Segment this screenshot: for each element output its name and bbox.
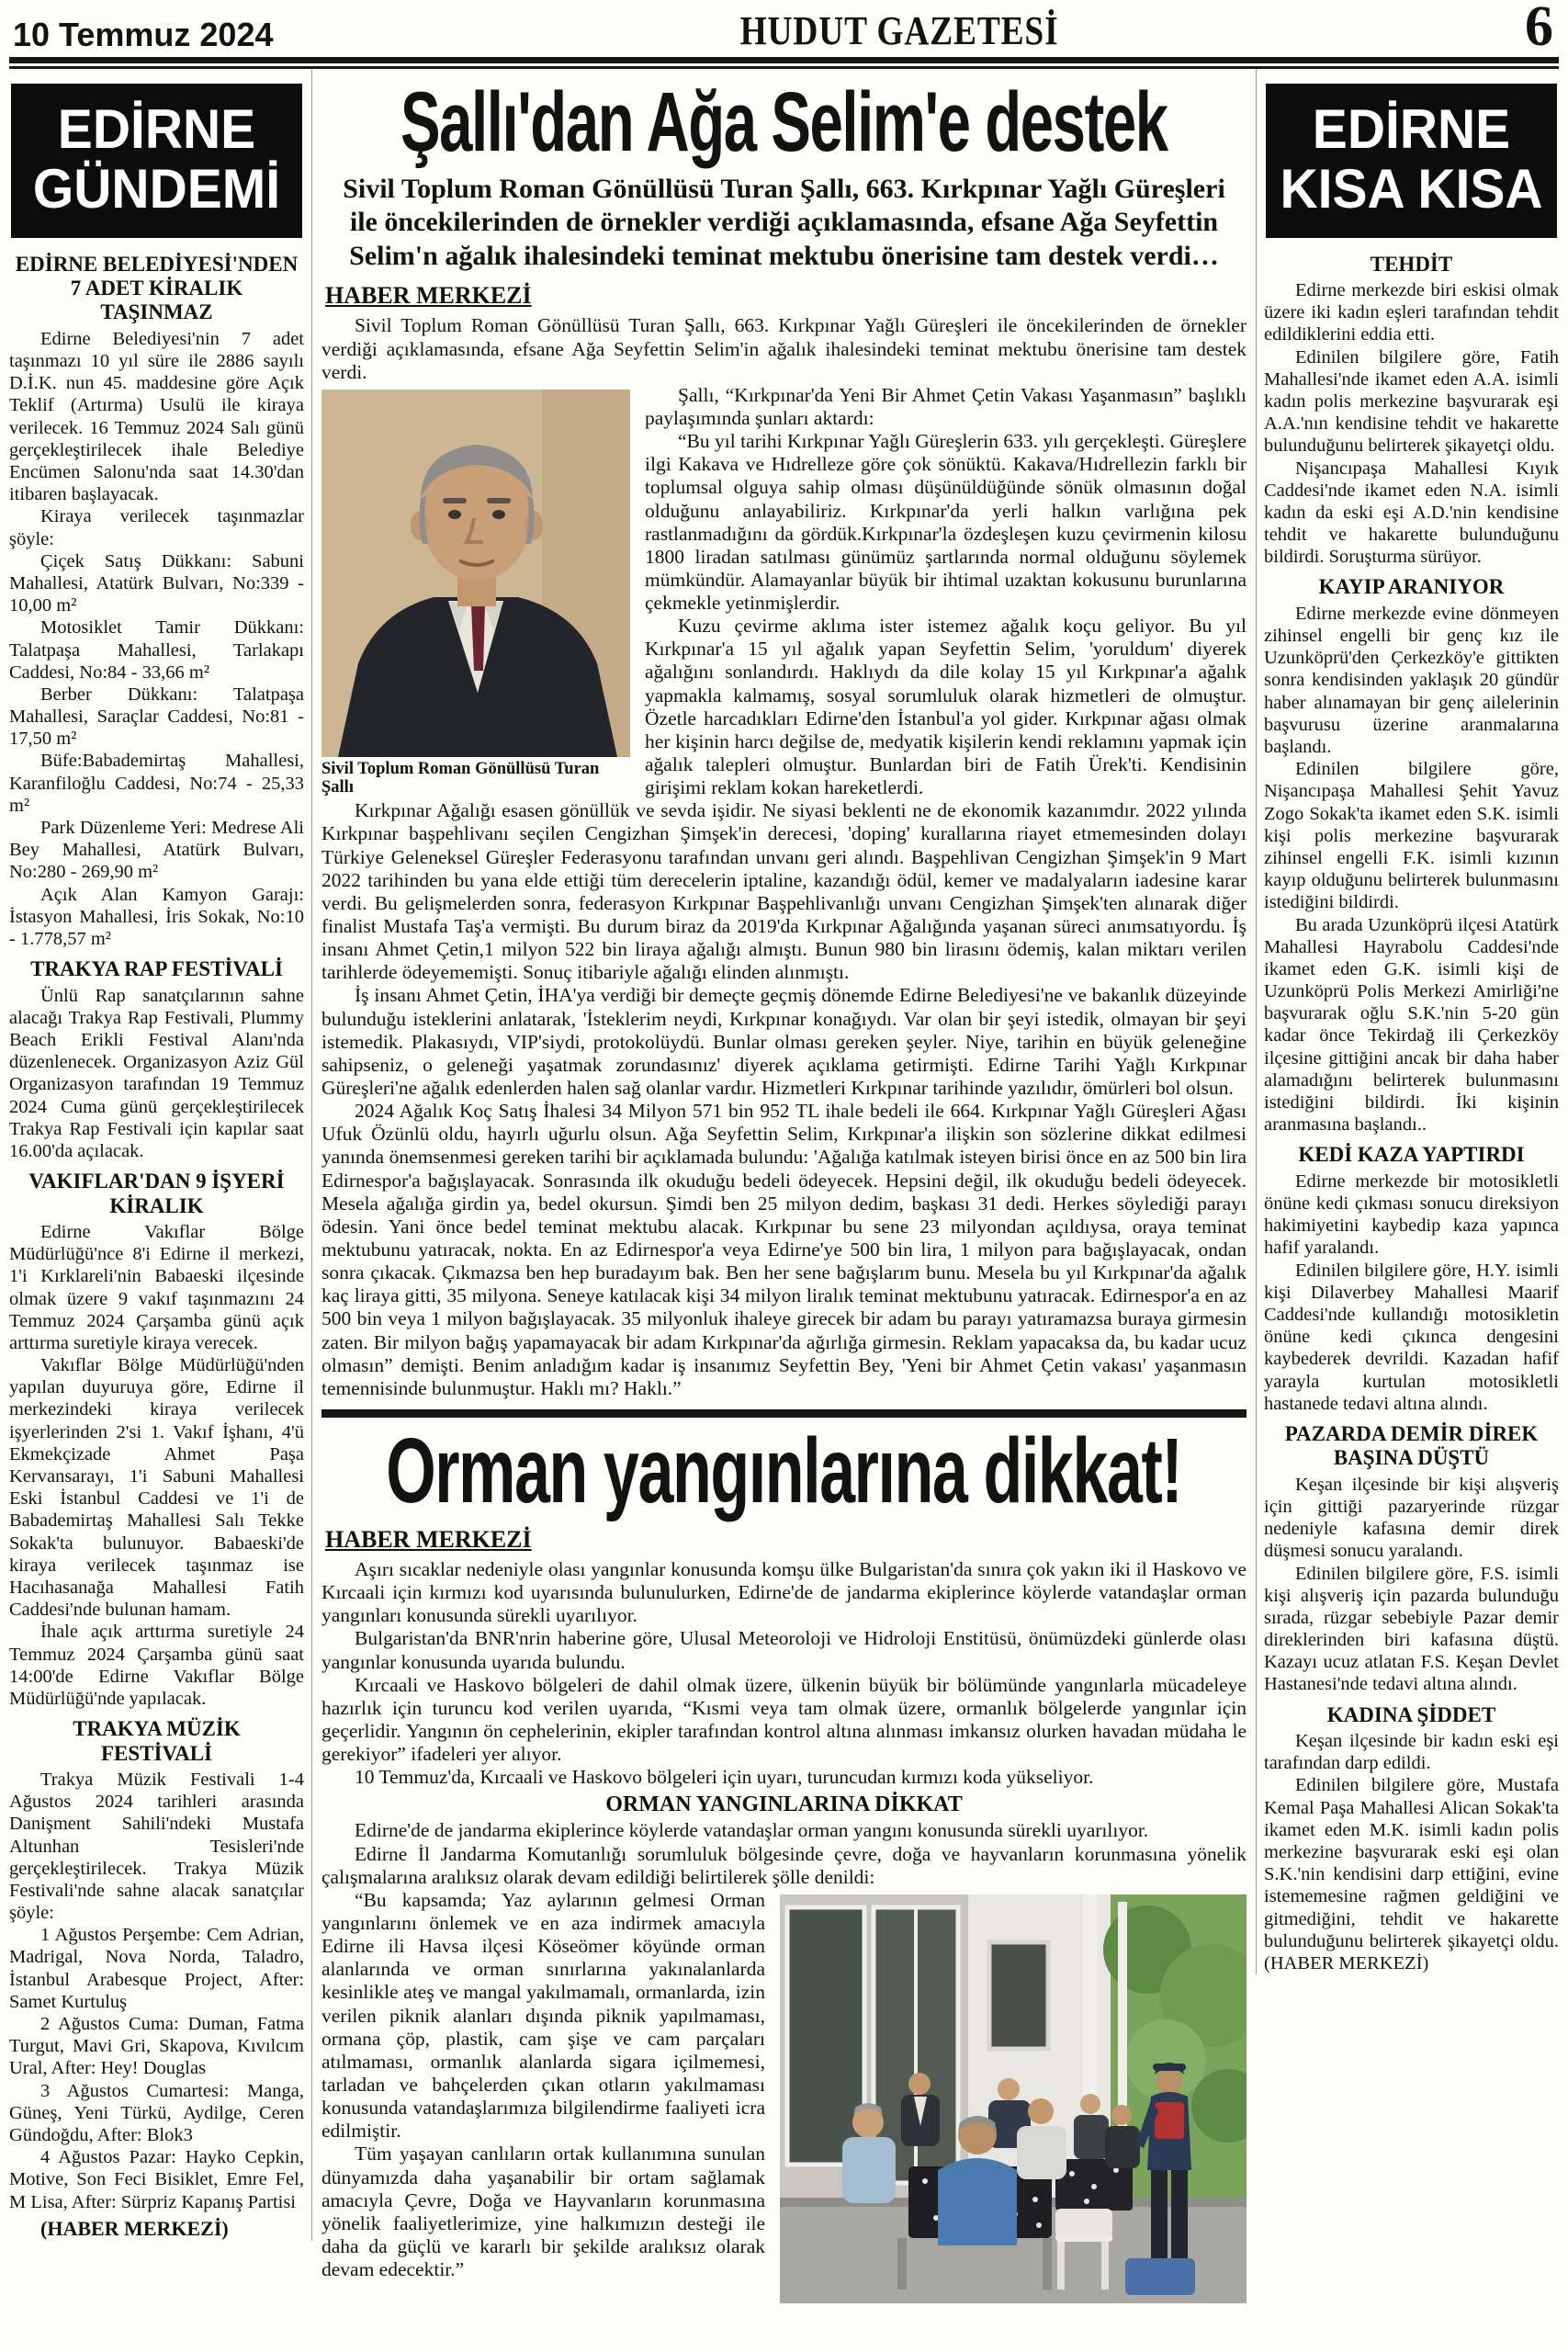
article-paragraph: İş insanı Ahmet Çetin, İHA'ya verdiği bir demeçte geçmiş dönemde Edirne Belediyesi'ne ve bakanlık düzeyinde bulunduğu isteklerini anlatarak, 'İsteklerim neydi, Kırkpınar konağıydı. Var olan bir şeyi istedik, olmayan bir şeyi istemedik. Plakasıydı, VIP'siydi, protokolüydü. Bunlar olması gereken şeyler. Niye, tarihin en büyük geleneğine sahipseniz, o geleneği yaşatmak zorundasınız' diyerek açıklama getirmişti. Edirne Tarihi Yağlı Kırkpınar Güreşleri'ne ağalık edenlerden halen sağ olanlar vardır. Hizmetleri Kırkpınar tarihinde yazılıdır, ömürleri bol olsun.	[321, 984, 1247, 1100]
left-column-block: VAKIFLAR'DAN 9 İŞYERİ KİRALIK	[28, 1170, 285, 1217]
left-column-block: Edirne Belediyesi'nin 7 adet taşınmazı 10 yıl süre ile 2886 sayılı D.İ.K. nun 45. maddesine göre Açık Teklif (Artırma) Usulü ile kiraya verilecek. 16 Temmuz 2024 Salı günü gerçekleştirilecek ihale Belediye Encümen Salonu'nda saat 14.30'dan itibaren başlayacak.	[9, 328, 304, 505]
portrait-caption: Sivil Toplum Roman Gönüllüsü Turan Şallı	[321, 759, 600, 797]
right-column-block: KEDİ KAZA YAPTIRDI	[1298, 1143, 1525, 1167]
article-paragraph: “Bu yıl tarihi Kırkpınar Yağlı Güreşlerin 633. yılı gerçekleşti. Güreşlere ilgi Kakava ve Hıdrelleze göre çok sönüktü. Kakava/Hıdrellezin farklı bir toplumsal olguya sahip olması düşünüldüğünde sönük olmasının doğal olduğunu anlayabiliriz. Kırkpınar'da yerli halkın varlığına pek rastlanmadığını da gördük.Kırkpınar'la özdeşleşen kuzu çevirmenin kilosu 1800 liradan satılması günümüz şartlarında normal olduğunu söylemek mümkündür. Alamayanlar büyük bir ihtimal uzaktan kokusunu burunlarına çekmekle yetinmişlerdir.	[645, 430, 1247, 615]
right-column-block: Nişancıpaşa Mahallesi Kıyık Caddesi'nde ikamet eden N.A. isimli kadın da eski eşi A.D.'nin kendisine tehdit ve hakarette bulunduğunu bildirdi. Soruşturma sürüyor.	[1264, 458, 1559, 568]
left-column-articles	[9, 253, 304, 2241]
left-column-block: Çiçek Satış Dükkanı: Sabuni Mahallesi, Atatürk Bulvarı, No:339 - 10,00 m²	[9, 550, 304, 616]
right-box-line2: KISA KISA	[1280, 157, 1543, 220]
right-column-block: Keşan ilçesinde bir kadın eski eşi tarafından darp edildi.	[1264, 1731, 1559, 1774]
right-box-line1: EDİRNE	[1312, 98, 1511, 160]
fire-headline: Orman yangınlarına dikkat!	[386, 1419, 1182, 1522]
right-column-block: Bu arada Uzunköprü ilçesi Atatürk Mahallesi Hayrabolu Caddesi'nde ikamet eden G.K. isimli kişi de Uzunköprü Polis Merkezi Amirliği'ne başvurarak oğlu S.K.'nin 5-20 gün kadar önce Tekirdağ ili Çerkezköy ilçesine gittiğini ancak bir daha haber alamadığını belirterek bulunmasını istediğini bildirdi. İki kişinin aranmasına başlandı..	[1264, 914, 1559, 1136]
article-paragraph: “Bu kapsamda; Yaz aylarının gelmesi Orman yangınlarını önlemek ve en aza indirmek amacıyla Edirne ili Havsa ilçesi Köseömer köyünde orman alanlarında ve orman sınırlarına yakınalanlarda kesinlikle ateş ve mangal yakılmamalı, ormanlarda, izin verilen piknik alanları dışında piknik yapılmaması, ormana çöp, plastik, cam şişe ve cam parçaları atılmaması, ormanlık alanlarda sigara içilmemesi, tarladan ve bahçelerden çıkan otların yakılmaması konusunda vatandaşlarımıza bilgilendirme faaliyeti icra edilmiştir.	[321, 1888, 765, 2143]
article-paragraph: Bulgaristan'da BNR'nrin haberine göre, Ulusal Meteoroloji ve Hidroloji Enstitüsü, önümüzdeki günlerde olası yangınlar konusunda uyarıda bulundu.	[321, 1627, 1247, 1673]
scene-photo	[780, 1894, 1247, 2303]
right-column-articles	[1264, 253, 1559, 1975]
article-paragraph: Edirne'de de jandarma ekiplerince köylerde vatandaşlar orman yangını konusunda sürekli uyarılıyor.	[355, 1819, 1149, 1842]
left-column-block: Trakya Müzik Festivali 1-4 Ağustos 2024 tarihleri arasında Danişment Sahili'ndeki Mustafa Altunhan Tesisleri'nde gerçekleştirilecek. Trakya Müzik Festivali'nde sahne alacak sanatçılar şöyle:	[9, 1769, 304, 1924]
main-lead: Sivil Toplum Roman Gönüllüsü Turan Şallı, 663. Kırkpınar Yağlı Güreşleri ile öncekilerinden de örnekler verdiği açıklamasında, efsane Ağa Seyfettin Selim'in ağalık ihalesindeki teminat mektubu önerisine tam destek verdi.	[321, 314, 1247, 383]
left-column-block: TRAKYA MÜZİK FESTİVALİ	[73, 1717, 241, 1765]
left-column-block: Motosiklet Tamir Dükkanı: Talatpaşa Mahallesi, Tarlakapı Caddesi, No:84 - 33,66 m²	[9, 617, 304, 683]
article-paragraph: Şallı, “Kırkpınar'da Yeni Bir Ahmet Çetin Vakası Yaşanmasın” başlıklı paylaşımında şunları aktardı:	[645, 383, 1247, 429]
portrait-photo-image	[321, 390, 630, 757]
article-paragraph: Kırkpınar Ağalığı esasen gönüllük ve sevda işidir. Ne siyasi beklenti ne de ekonomik kazanımdır. 2022 yılında Kırkpınar başpehlivanı seçilen Cengizhan Şimşek'in derecesi, 'doping' kurallarına riayet etmemesinden dolayı Türkiye Geleneksel Güreşler Federasyonu tarafından unvanı geri alındı. Başpehlivan Cengizhan Şimşek'in 9 Mart 2022 tarihinden bu yana elde ettiği tüm derecelerin iptaline, kazandığı ödül, kemer ve madalyaların iadesine karar verdi. Bu gelişmelerden sonra, federasyon Kırkpınar Başpehlivanlığı unvanı Cengizhan Şimşek'ten alınarak diğer finalist Mustafa Taş'a vermişti. Bu durum biraz da 2019'da Kırkpınar Ağalığında yaşanan süreci anımsatıyordu. İş insanı Ahmet Çetin,1 milyon 522 bin liraya ağalığı almıştı. Bunun 980 bin lirasını ödemiş, kalan miktarı verilen tarihlerde ödeyememişti. Sonuç itibariyle ağalığı elinden alınmıştı.	[321, 799, 1247, 984]
right-column-block: Edinilen bilgilere göre, H.Y. isimli kişi Dilaverbey Mahallesi Maarif Caddesi'nde kullandığı motosikletin önüne kedi çıkınca dengesini kaybederek devrildi. Kazadan hafif yarayla kurtulan motosikletli hastanede tedavi altına alındı.	[1264, 1260, 1559, 1414]
left-column-block: 1 Ağustos Perşembe: Cem Adrian, Madrigal, Nova Norda, Taladro, İstanbul Arabesque Project, After: Samet Kurtuluş	[9, 1925, 304, 2012]
left-column-block: EDİRNE BELEDİYESİ'NDEN 7 ADET KİRALIK TAŞINMAZ	[15, 252, 299, 324]
left-column-block: 4 Ağustos Pazar: Hayko Cepkin, Motive, Son Feci Bisiklet, Emre Fel, M Lisa, After: Sürpriz Kapanış Partisi	[9, 2147, 304, 2212]
left-column-box	[11, 84, 302, 238]
right-column-block: Edinilen bilgilere göre, F.S. isimli kişi alışveriş için pazarda bulunduğu sırada, rüzgar sebebiyle Pazar demir direklerinden biri kafasına düştü. Kazayı ucuz atlatan F.S. Keşan Devlet Hastanesi'nde tedavi altına alındı.	[1264, 1563, 1559, 1695]
right-column	[1256, 69, 1568, 1974]
portrait-photo	[321, 390, 630, 797]
fire-photo-wrap	[321, 1889, 1247, 2303]
right-column-block: PAZARDA DEMİR DİREK BAŞINA DÜŞTÜ	[1284, 1421, 1539, 1470]
left-column-block: 2 Ağustos Cuma: Duman, Fatma Turgut, Mavi Gri, Skapova, Kıvılcım Ural, After: Hey! Douglas	[9, 2014, 304, 2079]
left-column-block: İhale açık arttırma suretiyle 24 Temmuz 2024 Çarşamba günü saat 14:00'de Edirne Vakıflar Bölge Müdürlüğü'nde yapılacak.	[9, 1622, 304, 1709]
left-column	[0, 69, 312, 2241]
right-column-block: Keşan ilçesinde bir kişi alışveriş için gittiği pazaryerinde rüzgar nedeniyle kafasına demir direk düşmesi sonucu yaralandı.	[1264, 1474, 1559, 1562]
left-column-block: Ünlü Rap sanatçılarının sahne alacağı Trakya Rap Festivali, Plummy Beach Erikli Festival Alanı'nda düzenlenecek. Organizasyon Aziz Gül Organizasyon tarafından 19 Temmuz 2024 Cuma günü gerçekleştirilecek Trakya Rap Festivali için kapılar saat 16.00'da açılacak.	[9, 985, 304, 1161]
fire-byline: HABER MERKEZİ	[325, 1525, 532, 1553]
left-column-block: (HABER MERKEZİ)	[40, 2216, 229, 2240]
fire-paragraphs	[321, 1558, 1247, 1789]
page-number: 6	[1524, 0, 1553, 59]
right-column-block: KADINA ŞİDDET	[1326, 1702, 1496, 1726]
article-paragraph: Edirne İl Jandarma Komutanlığı sorumluluk bölgesinde çevre, doğa ve hayvanların korunmasına yönelik çalışmalarına aralıksız olarak devam edildiği belirtilerek şölle denildi:	[321, 1842, 1247, 1888]
left-column-block: Büfe:Babademirtaş Mahallesi, Karanfiloğlu Caddesi, No:74 - 25,33 m²	[9, 751, 304, 816]
article-paragraph: 2024 Ağalık Koç Satış İhalesi 34 Milyon 571 bin 952 TL ihale bedeli ile 664. Kırkpınar Yağlı Güreşleri Ağası Ufuk Özünlü oldu, hayırlı uğurlu olsun. Ağa Seyfettin Selim, Kırkpınar'a ilişkin son sözlerine dikkat edilmesi yanında önemsenmesi gereken tarihi bir açıklamada bulundu: 'Ağalığa katılmak isteyen birisi önce en az 500 bin lira Edirnespor'a bağışlayacak. Sonrasında ilk okuduğu bedeli ödeyecek. Hepsini değil, ilk okuduğu bedeli ödeyecek. Mesela ağalığa girdin ya, bedel okursun. Şimdi ben 25 milyon dedim, başkası 31 dedi. Herkes söylediği parayı ödesin. Yani önce bedel teminat mektubu alacak. Kırkpınar bu sene 23 milyondan açıldıysa, oraya teminat mektubunu yatıracak, nokta. En az Edirnespor'a veya Edirne'ye 500 bin lira, 1 milyon para bağışlayacak, ondan sonra çıkacak. Çıkmazsa ben hep buradayım bak. Ben her sene bağışlarım bunu. Mesela bu yıl Kırkpınar'da ağalık kaç liraya gitti, 35 milyona. Seneye katılacak kişi 34 milyon liralık teminat mektubunu yatıracak. Edirnespor'a en az 500 bin veya 1 milyon bağışlayacak. 35 milyonluk ihaleye girecek bir adam bu parayı yatıramazsa buraya girmesin zaten. Bir milyon bağış yapamayacak bir adam Kırkpınar'da ağırlığa girmesin. Reklam yapacaksa da, bu kadar ucuz olmasın” demişti. Benim anladığım kadar iş insanımız Seyfettin Bey, 'Yeni bir Ahmet Çetin vakası' yaşanmasın temennisinde bulunmuştur. Haklı mı? Haklı.”	[321, 1100, 1247, 1399]
right-column-block: Edirne merkezde evine dönmeyen zihinsel engelli bir genç kız ile Uzunköprü'den Çerkezköy'e gittikten sonra kendisinden yaklaşık 20 gündür haber alınamayan bir genç ailelerinin başvurusu üzerine aranmalarına başlandı.	[1264, 603, 1559, 758]
main-article-body	[321, 384, 1247, 1400]
left-column-block: Açık Alan Kamyon Garajı: İstasyon Mahallesi, İris Sokak, No:10 - 1.778,57 m²	[9, 884, 304, 949]
right-column-block: Edirne merkezde bir motosikletli önüne kedi çıkması sonucu direksiyon hakimiyetini kaybedip kaza yapınca hafif yaralandı.	[1264, 1170, 1559, 1259]
masthead: HUDUT GAZETESİ	[739, 8, 1059, 53]
right-column-block: Edinilen bilgilere göre, Mustafa Kemal Paşa Mahallesi Alican Sokak'ta ikamet eden M.K. isimli kadın polis merkezine başvurarak eski eşi olan S.K.'nin kendisini darp ettiğini, evine istememesine rağmen geldiğini ve gitmediğini, tehdit ve hakarette bulunduğunu belirterek şikayetçi oldu. (HABER MERKEZİ)	[1264, 1775, 1559, 1973]
fire-subheading: ORMAN YANGINLARINA DİKKAT	[605, 1792, 963, 1817]
right-column-block: Edirne merkezde biri eskisi olmak üzere iki kadın eşleri tarafından tehdit edildiklerini eddia etti.	[1264, 280, 1559, 345]
article-paragraph: Kuzu çevirme aklıma ister istemez ağalık koçu geliyor. Bu yıl Kırkpınar'a 15 yıl ağalık yapan Seyfettin Selim, 'yoruldum' diyerek ağalığını sonlandırdı. Haklıydı da dile kolay 15 yıl Kırkpınar'a ağalık yapmakla kalmamış, sosyal sorumluluk olarak hizmetleri de olmuştur. Özetle harcadıkları Edirne'den İstanbul'a yol gider. Kırkpınar ağası olmak her kişinin harcı değilse de, medyatik kişilerin kendi reklamını yapmak için ağalık talepleri olmuştur. Bunlardan biri de Fatih Ürek'ti. Kendisinin girişimi reklam kokan hareketlerdi.	[645, 615, 1247, 799]
left-column-block: TRAKYA RAP FESTİVALİ	[30, 957, 283, 981]
left-column-block: Kiraya verilecek taşınmazlar şöyle:	[9, 506, 304, 549]
article-paragraph: 10 Temmuz'da, Kırcaali ve Haskovo bölgeleri için uyarı, turuncudan kırmızı koda yükseliyor.	[355, 1766, 1094, 1789]
fire-paragraphs-2	[321, 1819, 1247, 1888]
left-column-block: Vakıflar Bölge Müdürlüğü'nden yapılan duyuruya göre, Edirne il merkezindeki kiraya verilecek işyerlerinden 2'si 1. Vakıf İşhanı, 4'ü Ekmekçizade Ahmet Paşa Kervansarayı, 1'i Sabuni Mahallesi Eski İstanbul Caddesi ve 1'i de Babademirtaş Mahallesi Salı Tekke Sokak'ta bulunuyor. Babaeski'de kiraya verilecek taşınmaz ise Hacıhasanağa Mahallesi Fatih Caddesi'nde bulunan hamam.	[9, 1355, 304, 1621]
main-headline: Şallı'dan Ağa Selim'e destek	[400, 75, 1168, 169]
section-divider	[321, 1409, 1247, 1418]
article-paragraph: Kırcaali ve Haskovo bölgeleri de dahil olmak üzere, ülkenin büyük bir bölümünde yangınlarla mücadeleye hazırlık için turuncu kod verilen uyarıda, “Kısmi veya tam olmak üzere, ormanlık bölgelerde yangınlar için geçerlidir. Yangının ön cephelerinin, ekipler tarafından kontrol altına alınması imkansız olurken havadan müdaha le gerekiyor” ifadeleri yer alıyor.	[321, 1673, 1247, 1766]
page-columns	[0, 69, 1568, 2303]
article-paragraph: Tüm yaşayan canlıların ortak kullanımına sunulan dünyamızda daha yaşanabilir bir ortam sağlamak amacıyla Çevre, Doğa ve Hayvanların korunmasına yönelik faaliyetlerimize, yine halkımızın desteği ile daha da güçlü ve kararlı bir şekilde aralıksız olarak devam edecektir.”	[321, 2143, 765, 2281]
left-box-line1: EDİRNE	[57, 98, 256, 160]
right-column-block: TEHDİT	[1370, 252, 1453, 276]
right-column-block: Edinilen bilgilere göre, Nişancıpaşa Mahallesi Şehit Yavuz Zogo Sokak'ta ikamet eden S.K. isimli kişi polis merkezine başvurarak zihinsel engelli F.K. isimli kızının kayıp olduğunu belirterek bulunmasını istediğini bildirdi.	[1264, 759, 1559, 913]
issue-date: 10 Temmuz 2024	[13, 16, 274, 53]
main-byline: HABER MERKEZİ	[325, 282, 532, 310]
left-column-block: Berber Dükkanı: Talatpaşa Mahallesi, Saraçlar Caddesi, No:81 - 17,50 m²	[9, 684, 304, 750]
center-column	[312, 69, 1256, 2303]
left-column-block: Park Düzenleme Yeri: Medrese Ali Bey Mahallesi, Atatürk Bulvarı, No:280 - 269,90 m²	[9, 818, 304, 883]
fire-article	[321, 1421, 1247, 2303]
left-column-block: 3 Ağustos Cumartesi: Manga, Güneş, Yeni Türkü, Aydilge, Ceren Gündoğdu, After: Blok3	[9, 2080, 304, 2145]
article-paragraph: Aşırı sıcaklar nedeniyle olası yangınlar konusunda komşu ülke Bulgaristan'da sınıra çok yakın iki il Haskovo ve Kırcaali için kırmızı kod uyarısında bulunulurken, Edirne'de de jandarma ekiplerince köylerde vatandaşlar orman yangınları konusunda sürekli uyarılıyor.	[321, 1557, 1247, 1627]
main-article	[321, 75, 1247, 1400]
left-box-line2: GÜNDEMİ	[32, 157, 281, 220]
main-subtitle: Sivil Toplum Roman Gönüllüsü Turan Şallı, 663. Kırkpınar Yağlı Güreşleri ile öncekilerinden de örnekler verdiği açıklamasında, efsane Ağa Seyfettin Selim'n ağalık ihalesindeki teminat mektubu önerisine tam destek verdi…	[343, 173, 1225, 271]
right-column-block: KAYIP ARANIYOR	[1318, 575, 1505, 599]
left-column-block: Edirne Vakıflar Bölge Müdürlüğü'nce 8'i Edirne il merkezi, 1'i Kırklareli'nin Babaeski ilçesinde olmak üzere 9 vakıf taşınmazını 24 Temmuz 2024 Çarşamba günü açık arttırma suretiyle kiraya verecek.	[9, 1221, 304, 1353]
right-column-box	[1266, 84, 1557, 238]
scene-photo-image	[780, 1894, 1247, 2303]
header-rule	[9, 57, 1559, 69]
page-header	[0, 0, 1568, 59]
right-column-block: Edinilen bilgilere göre, Fatih Mahallesi'nde ikamet eden A.A. isimli kadın polis merkezine başvurarak eşi A.A.'nın kendisine tehdit ve hakarette bulunduğunu belirterek şikayetçi oldu.	[1264, 346, 1559, 457]
